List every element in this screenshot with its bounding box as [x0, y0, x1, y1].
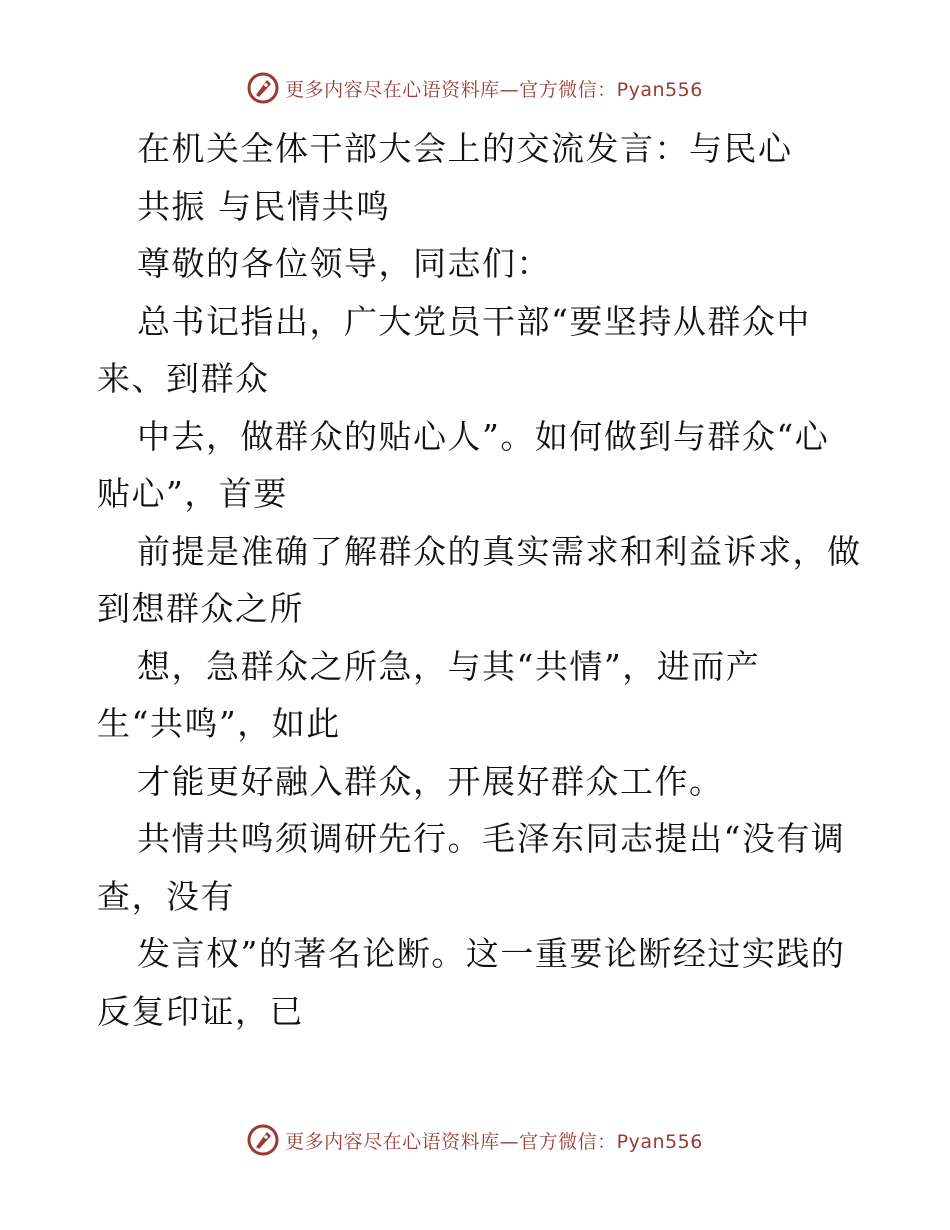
- title-line-1: 在机关全体干部大会上的交流发言：与民心: [137, 129, 793, 168]
- paragraph-line: 才能更好融入群众，开展好群众工作。: [137, 761, 724, 801]
- paragraph-line: 反复印证，已: [97, 991, 304, 1031]
- paragraph-line: 前提是准确了解群众的真实需求和利益诉求，做: [137, 531, 862, 571]
- paragraph-line: 到想群众之所: [97, 589, 304, 628]
- document-body: [97, 120, 862, 1040]
- paragraph-line: 生“共鸣”，如此: [97, 704, 341, 743]
- paragraph-line: 发言权”的著名论断。这一重要论断经过实践的: [137, 934, 846, 973]
- salutation: 尊敬的各位领导，同志们：: [137, 244, 551, 283]
- title-line-2: 共振 与民情共鸣: [137, 186, 391, 226]
- footer-watermark-banner: [0, 1124, 950, 1156]
- pen-nib-logo-icon: [247, 1124, 279, 1156]
- watermark-text: 更多内容尽在心语资料库—官方微信：Pyan556: [285, 78, 703, 101]
- paragraph-line: 想，急群众之所急，与其“共情”，进而产: [137, 646, 761, 686]
- pen-nib-logo-icon: [247, 72, 279, 104]
- paragraph-line: 中去，做群众的贴心人”。如何做到与群众“心: [137, 416, 830, 456]
- paragraph-line: 查，没有: [97, 876, 235, 916]
- watermark-text: 更多内容尽在心语资料库—官方微信：Pyan556: [285, 1130, 703, 1153]
- paragraph-line: 总书记指出，广大党员干部“要坚持从群众中: [137, 301, 811, 341]
- header-watermark-banner: [0, 72, 950, 104]
- paragraph-line: 来、到群众: [97, 359, 270, 398]
- paragraph-line: 共情共鸣须调研先行。毛泽东同志提出“没有调: [137, 819, 846, 858]
- paragraph-line: 贴心”，首要: [97, 474, 288, 513]
